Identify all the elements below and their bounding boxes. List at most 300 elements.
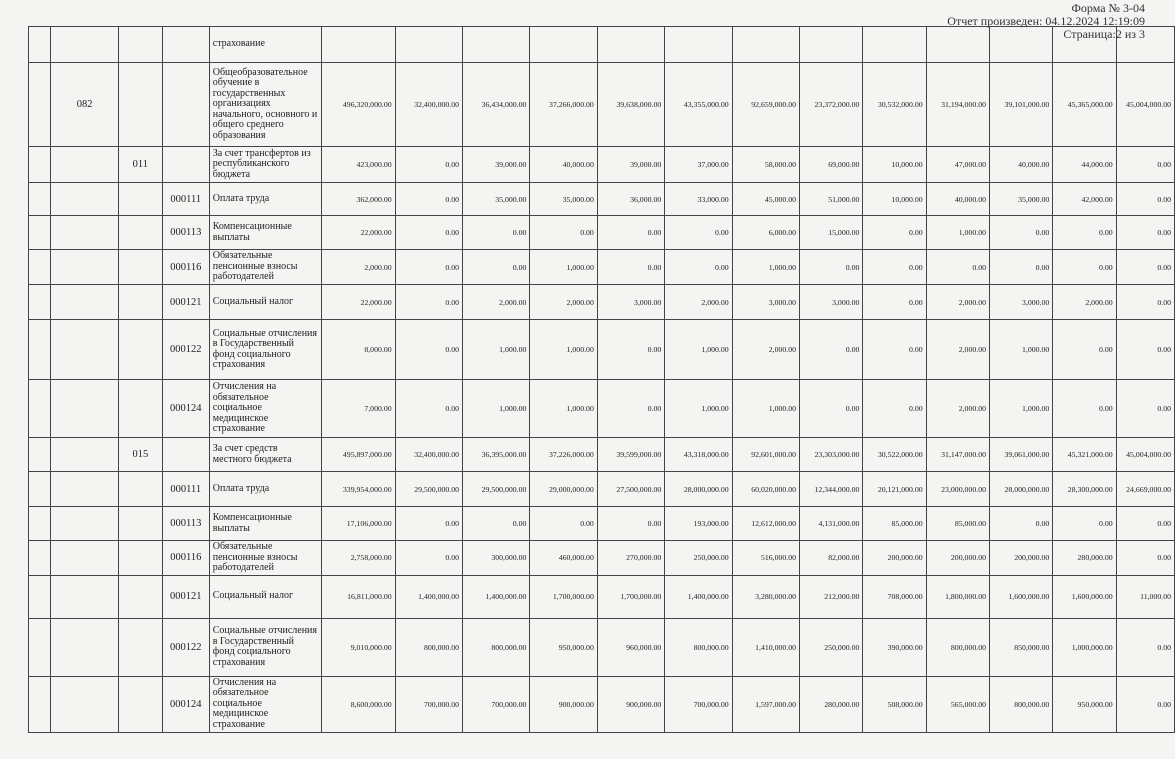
specific-code-cell: 000122	[162, 320, 209, 380]
table-row	[29, 183, 1175, 216]
table-row	[29, 285, 1175, 320]
month-value-cell: 12,612,000.00	[732, 507, 799, 541]
month-value-cell	[863, 27, 926, 63]
month-value-cell: 0.00	[395, 507, 462, 541]
month-value-cell: 1,000,000.00	[1053, 618, 1116, 676]
program-code-cell	[51, 183, 118, 216]
month-value-cell: 40,000.00	[990, 147, 1053, 183]
program-code-cell	[51, 507, 118, 541]
month-value-cell: 45,321,000.00	[1053, 438, 1116, 472]
month-value-cell: 250,000.00	[800, 618, 863, 676]
month-value-cell: 516,000.00	[732, 541, 799, 576]
month-value-cell: 3,000.00	[597, 285, 664, 320]
month-value-cell: 1,000.00	[665, 320, 732, 380]
annual-total-cell: 8,600,000.00	[322, 676, 396, 732]
month-value-cell: 58,000.00	[732, 147, 799, 183]
month-value-cell: 39,000.00	[597, 147, 664, 183]
subprogram-code-cell	[118, 216, 162, 250]
month-value-cell: 45,000.00	[732, 183, 799, 216]
subprogram-code-cell	[118, 575, 162, 618]
month-value-cell: 1,400,000.00	[665, 575, 732, 618]
specific-code-cell	[162, 27, 209, 63]
month-value-cell: 45,004,000.00	[1116, 63, 1174, 147]
month-value-cell: 0.00	[1116, 541, 1174, 576]
month-value-cell	[800, 27, 863, 63]
month-value-cell: 460,000.00	[530, 541, 597, 576]
month-value-cell: 44,000.00	[1053, 147, 1116, 183]
month-value-cell: 0.00	[1053, 507, 1116, 541]
table-row	[29, 507, 1175, 541]
month-value-cell: 6,000.00	[732, 216, 799, 250]
month-value-cell: 1,000.00	[463, 320, 530, 380]
month-value-cell: 800,000.00	[463, 618, 530, 676]
month-value-cell	[1116, 27, 1174, 63]
table-row	[29, 618, 1175, 676]
program-code-cell	[51, 27, 118, 63]
item-name-cell: Обязательные пенсионные взносы работодателей	[209, 541, 321, 576]
month-value-cell: 23,000,000.00	[926, 472, 989, 507]
margin-cell	[29, 250, 51, 285]
annual-total-cell	[322, 27, 396, 63]
annual-total-cell: 495,897,000.00	[322, 438, 396, 472]
month-value-cell: 0.00	[1116, 320, 1174, 380]
month-value-cell: 3,000.00	[800, 285, 863, 320]
margin-cell	[29, 183, 51, 216]
specific-code-cell: 000116	[162, 541, 209, 576]
month-value-cell: 0.00	[1053, 380, 1116, 438]
month-value-cell: 1,410,000.00	[732, 618, 799, 676]
month-value-cell: 24,669,000.00	[1116, 472, 1174, 507]
month-value-cell: 35,000.00	[463, 183, 530, 216]
annual-total-cell: 16,811,000.00	[322, 575, 396, 618]
month-value-cell: 2,000.00	[926, 285, 989, 320]
month-value-cell: 0.00	[597, 250, 664, 285]
margin-cell	[29, 575, 51, 618]
annual-total-cell: 22,000.00	[322, 216, 396, 250]
month-value-cell: 193,000.00	[665, 507, 732, 541]
month-value-cell	[395, 27, 462, 63]
margin-cell	[29, 380, 51, 438]
month-value-cell: 200,000.00	[863, 541, 926, 576]
form-number: Форма № 3-04	[1071, 1, 1145, 15]
month-value-cell: 565,000.00	[926, 676, 989, 732]
month-value-cell: 508,000.00	[863, 676, 926, 732]
month-value-cell: 300,000.00	[463, 541, 530, 576]
month-value-cell: 28,000,000.00	[665, 472, 732, 507]
program-code-cell	[51, 147, 118, 183]
month-value-cell: 200,000.00	[926, 541, 989, 576]
annual-total-cell: 362,000.00	[322, 183, 396, 216]
month-value-cell: 32,400,000.00	[395, 438, 462, 472]
month-value-cell: 35,000.00	[530, 183, 597, 216]
specific-code-cell: 000111	[162, 183, 209, 216]
month-value-cell: 45,004,000.00	[1116, 438, 1174, 472]
specific-code-cell	[162, 147, 209, 183]
month-value-cell: 0.00	[1116, 147, 1174, 183]
month-value-cell: 800,000.00	[665, 618, 732, 676]
month-value-cell: 0.00	[1053, 320, 1116, 380]
month-value-cell: 0.00	[597, 507, 664, 541]
month-value-cell: 850,000.00	[990, 618, 1053, 676]
table-row	[29, 380, 1175, 438]
item-name-cell: Социальные отчисления в Государственный фонд социального страхования	[209, 320, 321, 380]
report-timestamp: Отчет произведен: 04.12.2024 12:19:09	[947, 14, 1145, 28]
month-value-cell: 36,000.00	[597, 183, 664, 216]
subprogram-code-cell: 015	[118, 438, 162, 472]
month-value-cell: 1,000.00	[530, 320, 597, 380]
month-value-cell: 10,000.00	[863, 147, 926, 183]
annual-total-cell: 496,320,000.00	[322, 63, 396, 147]
month-value-cell: 39,101,000.00	[990, 63, 1053, 147]
annual-total-cell: 2,000.00	[322, 250, 396, 285]
table-row	[29, 320, 1175, 380]
month-value-cell: 31,194,000.00	[926, 63, 989, 147]
month-value-cell: 800,000.00	[395, 618, 462, 676]
month-value-cell: 85,000.00	[863, 507, 926, 541]
month-value-cell: 1,000.00	[463, 380, 530, 438]
month-value-cell: 0.00	[395, 183, 462, 216]
month-value-cell: 2,000.00	[530, 285, 597, 320]
month-value-cell: 280,000.00	[1053, 541, 1116, 576]
month-value-cell: 2,000.00	[665, 285, 732, 320]
margin-cell	[29, 27, 51, 63]
month-value-cell: 43,318,000.00	[665, 438, 732, 472]
subprogram-code-cell	[118, 380, 162, 438]
margin-cell	[29, 216, 51, 250]
month-value-cell: 2,000.00	[732, 320, 799, 380]
margin-cell	[29, 438, 51, 472]
month-value-cell: 12,344,000.00	[800, 472, 863, 507]
item-name-cell: страхование	[209, 27, 321, 63]
month-value-cell: 1,000.00	[990, 320, 1053, 380]
month-value-cell: 0.00	[1116, 216, 1174, 250]
page-indicator: Страница:2 из 3	[1063, 27, 1145, 41]
month-value-cell: 0.00	[800, 320, 863, 380]
month-value-cell: 1,000.00	[990, 380, 1053, 438]
month-value-cell: 39,599,000.00	[597, 438, 664, 472]
month-value-cell: 0.00	[863, 380, 926, 438]
margin-cell	[29, 618, 51, 676]
month-value-cell: 708,000.00	[863, 575, 926, 618]
month-value-cell: 29,500,000.00	[395, 472, 462, 507]
margin-cell	[29, 63, 51, 147]
subprogram-code-cell	[118, 183, 162, 216]
margin-cell	[29, 472, 51, 507]
month-value-cell: 0.00	[1116, 380, 1174, 438]
item-name-cell: Компенсационные выплаты	[209, 507, 321, 541]
month-value-cell: 11,000.00	[1116, 575, 1174, 618]
month-value-cell: 1,400,000.00	[395, 575, 462, 618]
month-value-cell: 250,000.00	[665, 541, 732, 576]
month-value-cell: 0.00	[395, 285, 462, 320]
program-code-cell	[51, 575, 118, 618]
annual-total-cell: 423,000.00	[322, 147, 396, 183]
month-value-cell: 1,000.00	[732, 250, 799, 285]
subprogram-code-cell: 011	[118, 147, 162, 183]
month-value-cell: 60,020,000.00	[732, 472, 799, 507]
month-value-cell: 1,800,000.00	[926, 575, 989, 618]
month-value-cell: 0.00	[395, 380, 462, 438]
month-value-cell: 0.00	[597, 380, 664, 438]
month-value-cell	[926, 27, 989, 63]
table-row	[29, 147, 1175, 183]
month-value-cell: 200,000.00	[990, 541, 1053, 576]
month-value-cell: 45,365,000.00	[1053, 63, 1116, 147]
month-value-cell: 0.00	[1116, 183, 1174, 216]
program-code-cell	[51, 285, 118, 320]
month-value-cell: 0.00	[463, 216, 530, 250]
month-value-cell: 212,000.00	[800, 575, 863, 618]
annual-total-cell: 8,000.00	[322, 320, 396, 380]
month-value-cell: 950,000.00	[1053, 676, 1116, 732]
month-value-cell: 3,000.00	[990, 285, 1053, 320]
month-value-cell	[463, 27, 530, 63]
month-value-cell: 30,522,000.00	[863, 438, 926, 472]
month-value-cell: 0.00	[597, 320, 664, 380]
month-value-cell: 900,000.00	[530, 676, 597, 732]
month-value-cell: 35,000.00	[990, 183, 1053, 216]
subprogram-code-cell	[118, 285, 162, 320]
program-code-cell	[51, 676, 118, 732]
budget-table-container	[28, 26, 1175, 748]
month-value-cell: 23,303,000.00	[800, 438, 863, 472]
month-value-cell: 0.00	[530, 507, 597, 541]
month-value-cell: 37,000.00	[665, 147, 732, 183]
month-value-cell: 1,600,000.00	[990, 575, 1053, 618]
table-row	[29, 676, 1175, 732]
annual-total-cell: 9,010,000.00	[322, 618, 396, 676]
item-name-cell: Социальный налог	[209, 285, 321, 320]
month-value-cell: 0.00	[463, 250, 530, 285]
month-value-cell: 0.00	[1116, 285, 1174, 320]
month-value-cell: 31,147,000.00	[926, 438, 989, 472]
item-name-cell: Отчисления на обязательное социальное медицинское страхование	[209, 676, 321, 732]
month-value-cell: 29,000,000.00	[530, 472, 597, 507]
month-value-cell: 39,638,000.00	[597, 63, 664, 147]
month-value-cell: 0.00	[463, 507, 530, 541]
table-row	[29, 63, 1175, 147]
subprogram-code-cell	[118, 618, 162, 676]
month-value-cell: 0.00	[530, 216, 597, 250]
month-value-cell: 1,600,000.00	[1053, 575, 1116, 618]
month-value-cell	[665, 27, 732, 63]
specific-code-cell: 000124	[162, 676, 209, 732]
item-name-cell: Общеобразовательное обучение в государственных организациях начального, основного и общего среднего образования	[209, 63, 321, 147]
month-value-cell: 0.00	[1116, 618, 1174, 676]
month-value-cell: 69,000.00	[800, 147, 863, 183]
month-value-cell: 0.00	[597, 216, 664, 250]
item-name-cell: Социальный налог	[209, 575, 321, 618]
month-value-cell: 800,000.00	[990, 676, 1053, 732]
subprogram-code-cell	[118, 507, 162, 541]
program-code-cell	[51, 380, 118, 438]
table-row	[29, 541, 1175, 576]
month-value-cell: 28,000,000.00	[990, 472, 1053, 507]
month-value-cell: 40,000.00	[926, 183, 989, 216]
specific-code-cell	[162, 63, 209, 147]
program-code-cell	[51, 216, 118, 250]
month-value-cell: 92,659,000.00	[732, 63, 799, 147]
month-value-cell: 0.00	[1116, 507, 1174, 541]
month-value-cell: 20,121,000.00	[863, 472, 926, 507]
specific-code-cell: 000122	[162, 618, 209, 676]
item-name-cell: Компенсационные выплаты	[209, 216, 321, 250]
month-value-cell: 0.00	[395, 216, 462, 250]
month-value-cell: 51,000.00	[800, 183, 863, 216]
specific-code-cell: 000124	[162, 380, 209, 438]
program-code-cell	[51, 438, 118, 472]
subprogram-code-cell	[118, 320, 162, 380]
month-value-cell: 1,000.00	[732, 380, 799, 438]
specific-code-cell: 000116	[162, 250, 209, 285]
specific-code-cell: 000111	[162, 472, 209, 507]
month-value-cell	[597, 27, 664, 63]
specific-code-cell: 000121	[162, 285, 209, 320]
month-value-cell: 1,000.00	[530, 380, 597, 438]
month-value-cell: 1,700,000.00	[530, 575, 597, 618]
subprogram-code-cell	[118, 250, 162, 285]
month-value-cell: 2,000.00	[1053, 285, 1116, 320]
month-value-cell: 390,000.00	[863, 618, 926, 676]
month-value-cell	[1053, 27, 1116, 63]
month-value-cell: 0.00	[800, 250, 863, 285]
item-name-cell: Оплата труда	[209, 183, 321, 216]
specific-code-cell: 000113	[162, 507, 209, 541]
month-value-cell: 36,434,000.00	[463, 63, 530, 147]
month-value-cell: 29,500,000.00	[463, 472, 530, 507]
month-value-cell: 0.00	[1116, 250, 1174, 285]
month-value-cell	[990, 27, 1053, 63]
month-value-cell: 37,226,000.00	[530, 438, 597, 472]
month-value-cell: 0.00	[1053, 250, 1116, 285]
month-value-cell: 0.00	[395, 320, 462, 380]
month-value-cell: 0.00	[1053, 216, 1116, 250]
month-value-cell: 39,000.00	[463, 147, 530, 183]
table-row	[29, 575, 1175, 618]
month-value-cell: 33,000.00	[665, 183, 732, 216]
subprogram-code-cell	[118, 63, 162, 147]
annual-total-cell: 2,758,000.00	[322, 541, 396, 576]
month-value-cell: 700,000.00	[463, 676, 530, 732]
month-value-cell: 39,061,000.00	[990, 438, 1053, 472]
margin-cell	[29, 676, 51, 732]
month-value-cell: 30,532,000.00	[863, 63, 926, 147]
month-value-cell: 950,000.00	[530, 618, 597, 676]
month-value-cell: 2,000.00	[926, 380, 989, 438]
month-value-cell: 43,355,000.00	[665, 63, 732, 147]
program-code-cell	[51, 618, 118, 676]
margin-cell	[29, 320, 51, 380]
margin-cell	[29, 507, 51, 541]
table-row	[29, 216, 1175, 250]
margin-cell	[29, 541, 51, 576]
annual-total-cell: 17,106,000.00	[322, 507, 396, 541]
month-value-cell: 40,000.00	[530, 147, 597, 183]
month-value-cell: 0.00	[800, 380, 863, 438]
month-value-cell: 0.00	[863, 216, 926, 250]
month-value-cell: 1,700,000.00	[597, 575, 664, 618]
month-value-cell: 15,000.00	[800, 216, 863, 250]
month-value-cell: 900,000.00	[597, 676, 664, 732]
month-value-cell: 36,395,000.00	[463, 438, 530, 472]
item-name-cell: Оплата труда	[209, 472, 321, 507]
month-value-cell: 1,000.00	[665, 380, 732, 438]
budget-table	[28, 26, 1175, 733]
item-name-cell: За счет трансфертов из республиканского бюджета	[209, 147, 321, 183]
specific-code-cell: 000113	[162, 216, 209, 250]
month-value-cell	[732, 27, 799, 63]
month-value-cell: 1,000.00	[530, 250, 597, 285]
annual-total-cell: 22,000.00	[322, 285, 396, 320]
month-value-cell: 0.00	[395, 250, 462, 285]
month-value-cell: 2,000.00	[926, 320, 989, 380]
month-value-cell: 1,000.00	[926, 216, 989, 250]
specific-code-cell	[162, 438, 209, 472]
month-value-cell: 37,266,000.00	[530, 63, 597, 147]
month-value-cell: 0.00	[926, 250, 989, 285]
month-value-cell: 27,500,000.00	[597, 472, 664, 507]
month-value-cell: 280,000.00	[800, 676, 863, 732]
month-value-cell	[530, 27, 597, 63]
item-name-cell: Отчисления на обязательное социальное медицинское страхование	[209, 380, 321, 438]
month-value-cell: 85,000.00	[926, 507, 989, 541]
month-value-cell: 0.00	[665, 216, 732, 250]
program-code-cell: 082	[51, 63, 118, 147]
margin-cell	[29, 147, 51, 183]
subprogram-code-cell	[118, 541, 162, 576]
month-value-cell: 0.00	[990, 250, 1053, 285]
month-value-cell: 23,372,000.00	[800, 63, 863, 147]
subprogram-code-cell	[118, 676, 162, 732]
month-value-cell: 3,280,000.00	[732, 575, 799, 618]
month-value-cell: 0.00	[395, 541, 462, 576]
month-value-cell: 700,000.00	[395, 676, 462, 732]
program-code-cell	[51, 250, 118, 285]
month-value-cell: 0.00	[863, 250, 926, 285]
month-value-cell: 47,000.00	[926, 147, 989, 183]
month-value-cell: 0.00	[395, 147, 462, 183]
table-row	[29, 438, 1175, 472]
annual-total-cell: 7,000.00	[322, 380, 396, 438]
month-value-cell: 0.00	[1116, 676, 1174, 732]
month-value-cell: 42,000.00	[1053, 183, 1116, 216]
month-value-cell: 0.00	[990, 216, 1053, 250]
month-value-cell: 3,000.00	[732, 285, 799, 320]
table-row	[29, 250, 1175, 285]
month-value-cell: 0.00	[863, 285, 926, 320]
program-code-cell	[51, 320, 118, 380]
item-name-cell: Социальные отчисления в Государственный фонд социального страхования	[209, 618, 321, 676]
month-value-cell: 10,000.00	[863, 183, 926, 216]
program-code-cell	[51, 472, 118, 507]
month-value-cell: 0.00	[863, 320, 926, 380]
program-code-cell	[51, 541, 118, 576]
month-value-cell: 800,000.00	[926, 618, 989, 676]
subprogram-code-cell	[118, 27, 162, 63]
month-value-cell: 700,000.00	[665, 676, 732, 732]
subprogram-code-cell	[118, 472, 162, 507]
item-name-cell: За счет средств местного бюджета	[209, 438, 321, 472]
table-row	[29, 27, 1175, 63]
annual-total-cell: 339,954,000.00	[322, 472, 396, 507]
month-value-cell: 270,000.00	[597, 541, 664, 576]
month-value-cell: 1,400,000.00	[463, 575, 530, 618]
month-value-cell: 960,000.00	[597, 618, 664, 676]
margin-cell	[29, 285, 51, 320]
item-name-cell: Обязательные пенсионные взносы работодателей	[209, 250, 321, 285]
month-value-cell: 0.00	[990, 507, 1053, 541]
month-value-cell: 82,000.00	[800, 541, 863, 576]
